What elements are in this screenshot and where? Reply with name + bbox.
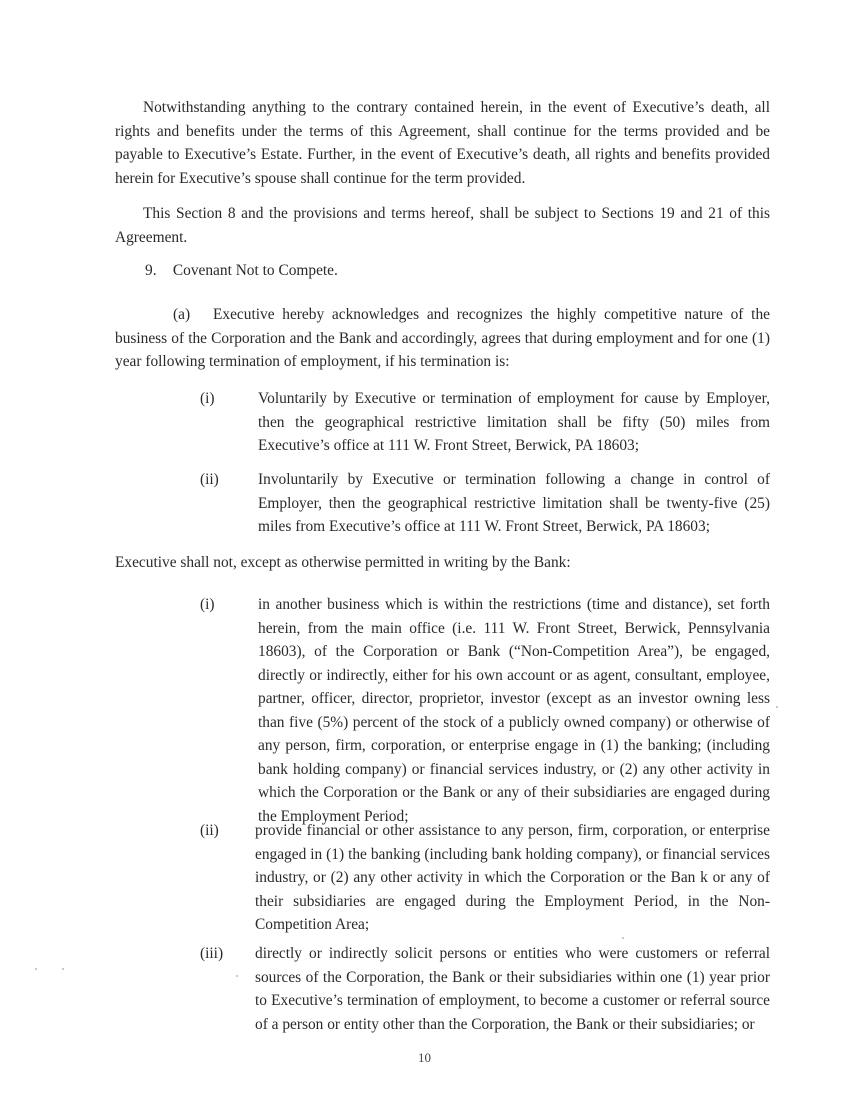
subsection-a-label: (a) xyxy=(173,306,191,323)
scan-speck xyxy=(622,937,624,939)
restriction-item xyxy=(200,819,770,937)
section-title: Covenant Not to Compete. xyxy=(172,262,338,279)
scan-speck xyxy=(236,975,238,977)
restriction-item-marker: (ii) xyxy=(200,822,219,839)
restriction-item-text: provide financial or other assistance to any person, firm, corporation, or enterprise engaged in (1) the banking (including bank holding company), or financial services industry, or (2) any other activity in which the Corporation or the Ban k or any of their subsidiaries are engaged during the Employment Period, in the Non-Competition Area; xyxy=(255,822,770,933)
paragraph-death-rights: Notwithstanding anything to the contrary contained herein, in the event of Executive’s death, all rights and benefits under the terms of this Agreement, shall continue for the terms provided and be payable to Executive’s Estate. Further, in the event of Executive’s death, all rights and benefits provided herein for Executive’s spouse shall continue for the term provided. xyxy=(115,99,770,187)
section-number: 9. xyxy=(145,262,157,279)
scan-speck xyxy=(62,968,64,970)
termination-item xyxy=(200,468,770,539)
restriction-item xyxy=(200,593,770,828)
termination-item-marker: (i) xyxy=(200,390,215,407)
subsection-a xyxy=(115,303,770,374)
termination-item-text: Voluntarily by Executive or termination of employment for cause by Employer, then the geographical restrictive limitation shall be fifty (50) miles from Executive’s office at 111 W. Front Street, Berwick, PA 18603; xyxy=(258,390,770,454)
termination-item-text: Involuntarily by Executive or termination following a change in control of Employer, then the geographical restrictive limitation shall be twenty-five (25) miles from Executive’s office at 111 W. Front Street, Berwick, PA 18603; xyxy=(258,471,770,535)
termination-item xyxy=(200,387,770,458)
restriction-item-text: in another business which is within the restrictions (time and distance), set forth herein, from the main office (i.e. 111 W. Front Street, Berwick, Pennsylvania 18603), of the Corporation or Bank (“Non-Competition Area”), be engaged, directly or indirectly, either for his own account or as agent, consultant, employee, partner, officer, director, proprietor, investor (except as an investor owning less than five (5%) percent of the stock of a publicly owned company) or otherwise of any person, firm, corporation, or enterprise engage in (1) the banking; (including bank holding company) or financial services industry, or (2) any other activity in which the Corporation or the Bank or any of their subsidiaries are engaged during the Employment Period; xyxy=(258,596,770,825)
scan-speck xyxy=(776,706,778,708)
page-number: 10 xyxy=(418,1050,431,1065)
termination-item-marker: (ii) xyxy=(200,471,219,488)
restriction-item-text: directly or indirectly solicit persons or entities who were customers or referral sources of the Corporation, the Bank or their subsidiaries within one (1) year prior to Executive’s termination of employment, to become a customer or referral source of a person or entity other than the Corporation, the Bank or their subsidiaries; or xyxy=(255,945,770,1033)
subsection-a-text: Executive hereby acknowledges and recognizes the highly competitive nature of the business of the Corporation and the Bank and accordingly, agrees that during employment and for one (1) year following termination of employment, if his termination is: xyxy=(115,306,770,370)
restriction-item xyxy=(200,942,770,1036)
paragraph-section-subject: This Section 8 and the provisions and terms hereof, shall be subject to Sections 19 and 21 of this Agreement. xyxy=(115,205,770,246)
restriction-intro: Executive shall not, except as otherwise permitted in writing by the Bank: xyxy=(115,554,571,571)
restriction-item-marker: (iii) xyxy=(200,945,224,962)
section-heading xyxy=(145,259,338,283)
restriction-item-marker: (i) xyxy=(200,596,215,613)
scan-speck xyxy=(35,968,37,970)
